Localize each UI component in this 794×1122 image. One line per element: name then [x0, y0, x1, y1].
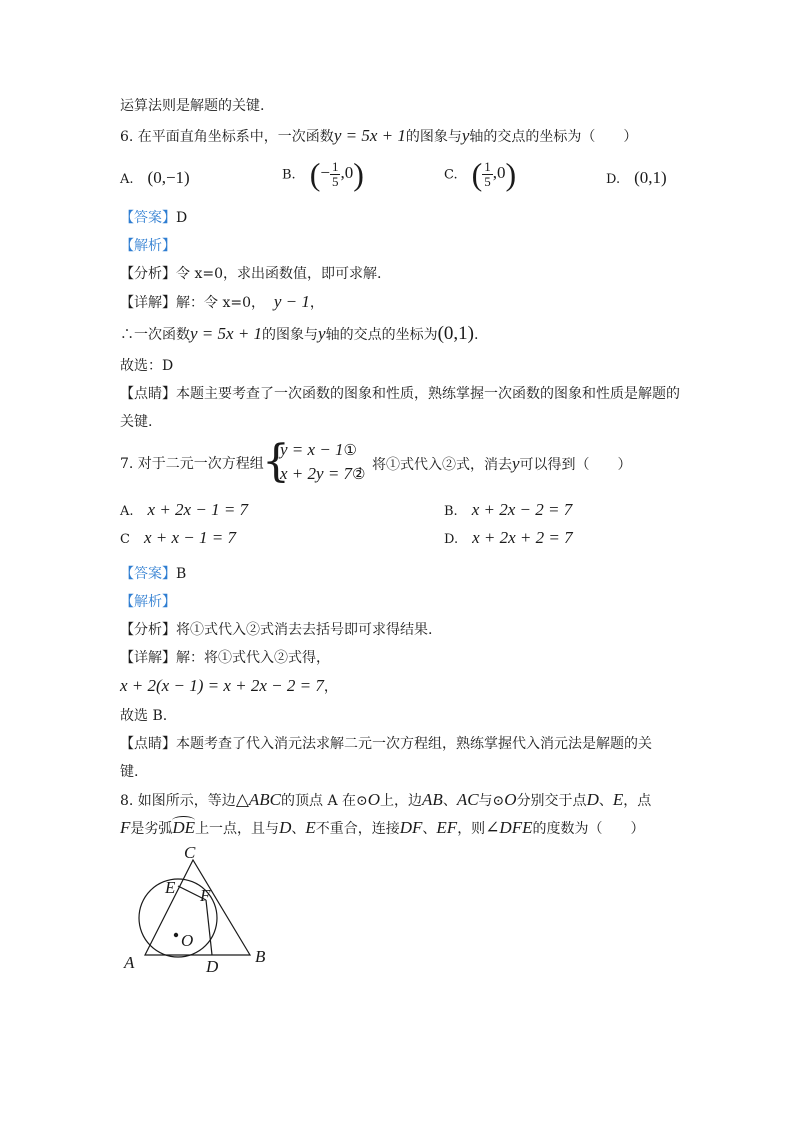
answer-tag: 【答案】: [120, 210, 176, 226]
q7-equation: [120, 676, 338, 697]
analysis-tag: 【解析】: [120, 594, 176, 610]
segment-df: [206, 900, 212, 955]
text-span: 关键.: [120, 414, 153, 430]
text-span: ，将①式代入②式，消去: [358, 457, 512, 473]
q7-option-a: [120, 500, 248, 522]
q7-option-b: [444, 500, 572, 522]
text-span: ，: [323, 679, 338, 695]
label-d: D: [206, 957, 219, 974]
variable: O: [504, 790, 517, 809]
angle: ∠DFE: [485, 818, 533, 837]
q6-fenxi: [120, 264, 381, 284]
label-c: C: [184, 843, 196, 862]
option-label: B.: [282, 167, 296, 183]
analysis-tag: 【解析】: [120, 238, 176, 254]
text-span: 不重合，连接: [315, 821, 400, 837]
q7-dianjing-2: [120, 762, 138, 782]
q7-equation-1: [280, 440, 357, 460]
segment: AC: [456, 790, 479, 809]
text-span: 故选：D: [120, 358, 174, 374]
text-span: 是劣弧: [130, 821, 173, 837]
text-span: ∴一次函数: [120, 327, 190, 343]
minus-sign: −: [320, 163, 330, 183]
segment: AB: [422, 790, 443, 809]
option-value: (− $\frac{1}{5}$ ,0): [309, 156, 364, 193]
variable: O: [367, 790, 381, 809]
q6-option-d: [606, 168, 667, 190]
q6-jiexi: [120, 236, 176, 256]
answer-value: D: [176, 210, 188, 226]
label-e: E: [165, 878, 176, 897]
q7-equation-2: [280, 464, 366, 484]
text-span: 的顶点 A 在⊙: [281, 793, 368, 809]
fraction: [482, 160, 493, 189]
text-span: 轴的交点的坐标为: [325, 327, 438, 343]
option-value: x + 2x − 1 = 7: [147, 500, 249, 519]
geometry-figure: [118, 842, 278, 974]
text-span: ,0: [492, 163, 506, 183]
variable: F: [120, 818, 131, 837]
arc-label: DE: [172, 818, 196, 837]
section-tag: 【分析】: [120, 266, 176, 282]
variable: D: [586, 790, 599, 809]
section-tag: 【点睛】: [120, 386, 176, 402]
label-a: A: [124, 953, 135, 972]
text-span: 的度数为（ ）: [532, 821, 645, 837]
segment: EF: [436, 818, 458, 837]
q6-conclusion: [120, 324, 478, 345]
text-span: ，则: [457, 821, 486, 837]
section-tag: 【分析】: [120, 622, 176, 638]
option-label: B.: [444, 504, 458, 519]
q6-dianjing-2: [120, 412, 152, 432]
section-tag: 【详解】: [120, 650, 176, 666]
label-b: B: [255, 947, 266, 966]
q7-choice: [120, 706, 167, 726]
circled-mark: ②: [352, 467, 366, 483]
numerator: 1: [484, 159, 491, 174]
option-value: (0,−1): [147, 168, 190, 187]
text-span: 本题考查了代入消元法求解二元一次方程组，熟练掌握代入消元法是解题的关: [176, 736, 652, 752]
text-span: 的图象与: [262, 327, 319, 343]
option-value: (0,1): [634, 168, 667, 187]
text-span: 的图象与: [405, 129, 462, 145]
q8-stem-1: [120, 790, 651, 811]
text-span: 、: [598, 793, 613, 809]
text-span: 7. 对于二元一次方程组: [120, 456, 264, 472]
equation: y − 1: [273, 292, 310, 311]
equation: x + 2y = 7: [280, 464, 353, 483]
text-span: ,0: [340, 163, 354, 183]
q7-jiexi: [120, 592, 176, 612]
text-span: 与⊙: [478, 793, 505, 809]
point: (0,1): [437, 323, 474, 344]
option-label: D.: [606, 172, 621, 187]
q6-stem: [120, 126, 637, 147]
text-span: 解：将①式代入②式得，: [176, 650, 330, 666]
text-span: 故选 B.: [120, 708, 168, 724]
option-label: C.: [444, 167, 458, 183]
section-tag: 【详解】: [120, 295, 176, 311]
option-value: x + 2x − 2 = 7: [471, 500, 573, 519]
text-span: 、: [442, 793, 457, 809]
text-span: 运算法则是解题的关键.: [120, 98, 265, 114]
option-label: A.: [120, 172, 134, 187]
variable: y: [318, 324, 326, 343]
equation-system-brace: {: [262, 436, 290, 487]
text-span: 、: [291, 821, 306, 837]
option-value: x + 2x + 2 = 7: [472, 528, 573, 547]
q6-option-a: [120, 168, 190, 190]
circled-mark: ①: [343, 443, 357, 459]
equation: x + 2(x − 1) = x + 2x − 2 = 7: [120, 676, 324, 695]
option-value: ( $\frac{1}{5}$ ,0): [471, 156, 517, 193]
denominator: 5: [331, 174, 339, 189]
arc-mark: [172, 816, 195, 825]
equation: y = 5x + 1: [333, 126, 406, 145]
label-f: F: [200, 886, 211, 905]
q7-option-d: [444, 528, 573, 550]
answer-value: B: [176, 566, 187, 582]
denominator: 5: [484, 174, 491, 189]
q6-option-c: [444, 156, 517, 193]
text-span: 轴的交点的坐标为（ ）: [469, 129, 638, 145]
text-span: 上一点，且与: [195, 821, 280, 837]
q6-option-b: [282, 156, 364, 193]
text-span: 、: [422, 821, 437, 837]
variable: y: [461, 126, 470, 145]
option-value: x + x − 1 = 7: [143, 528, 236, 547]
triangle-symbol: △ABC: [235, 790, 281, 809]
q6-choice: [120, 356, 173, 376]
text-span: 键.: [120, 764, 139, 780]
variable: y: [512, 454, 520, 473]
text-span: 将①式代入②式消去去括号即可求得结果.: [176, 622, 433, 638]
text-span: 分别交于点: [516, 793, 587, 809]
center-dot: [174, 933, 178, 937]
q7-xiangjie: [120, 648, 330, 668]
variable: E: [305, 818, 316, 837]
text-span: ，: [309, 295, 324, 311]
text-span: 6. 在平面直角坐标系中，一次函数: [120, 129, 334, 145]
q6-answer: [120, 208, 187, 228]
prev-text-line: [120, 96, 264, 116]
section-tag: 【点睛】: [120, 736, 176, 752]
q6-xiangjie: [120, 292, 324, 313]
equation: y = x − 1: [280, 440, 344, 459]
option-label: C: [120, 532, 130, 547]
text-span: 可以得到（ ）: [519, 457, 632, 473]
text-span: 上，边: [380, 793, 423, 809]
option-label: A.: [120, 504, 134, 519]
fraction: [330, 160, 341, 189]
label-o: O: [181, 931, 194, 950]
q7-stem: [120, 454, 264, 474]
text-span: 令 x=0，求出函数值，即可求解.: [176, 266, 382, 282]
variable: E: [612, 790, 624, 809]
text-span: 8. 如图所示，等边: [120, 793, 236, 809]
q8-stem-2: [120, 818, 644, 839]
segment: DF: [399, 818, 423, 837]
numerator: 1: [331, 159, 339, 174]
q7-dianjing: [120, 734, 652, 754]
q6-dianjing: [120, 384, 680, 404]
q7-stem-cont: [358, 454, 632, 475]
triangle-abc: [145, 860, 250, 955]
option-label: D.: [444, 532, 459, 547]
q7-answer: [120, 564, 186, 584]
variable: D: [279, 818, 292, 837]
text-span: 本题主要考查了一次函数的图象和性质，熟练掌握一次函数的图象和性质是解题的: [176, 386, 680, 402]
equation: y = 5x + 1: [190, 324, 263, 343]
text-span: 解：令 x=0，: [176, 295, 265, 311]
arc-notation: [172, 818, 195, 838]
answer-tag: 【答案】: [120, 566, 176, 582]
q7-fenxi: [120, 620, 432, 640]
text-span: .: [474, 327, 479, 343]
text-span: ，点: [623, 793, 652, 809]
q7-option-c: [120, 528, 236, 550]
